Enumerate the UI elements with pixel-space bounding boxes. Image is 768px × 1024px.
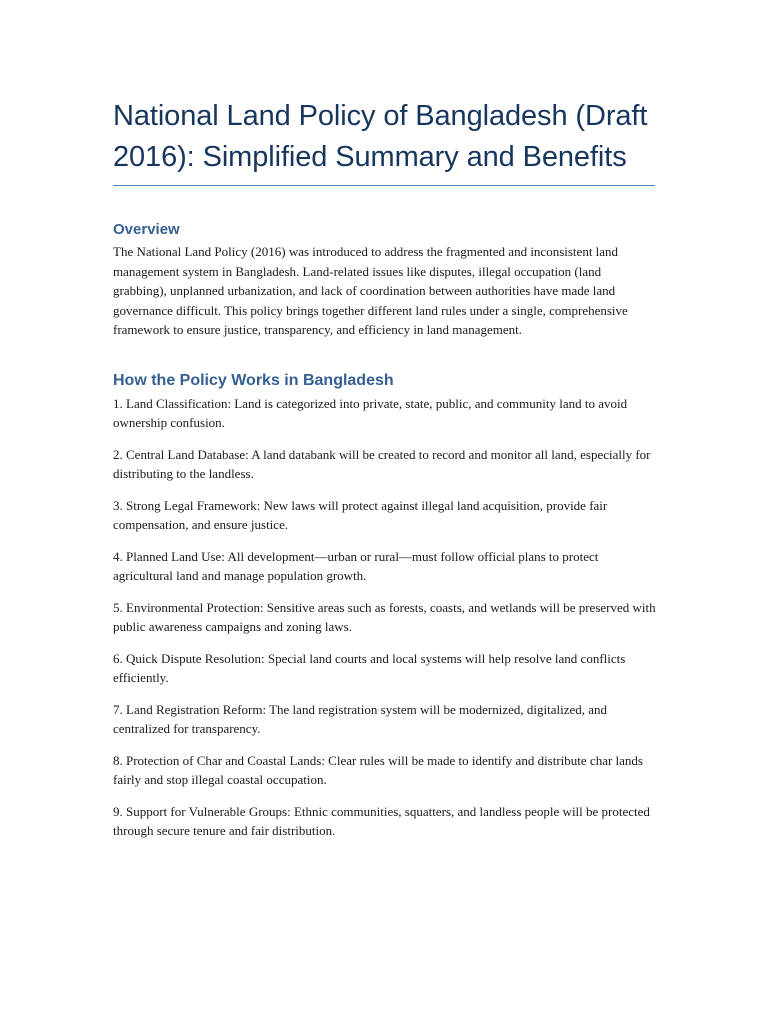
- list-item: 6. Quick Dispute Resolution: Special land courts and local systems will help resolve land conflicts efficiently.: [113, 650, 626, 685]
- list-item: 7. Land Registration Reform: The land registration system will be modernized, digitalized, and centralized for transparency.: [113, 701, 607, 736]
- list-item: 2. Central Land Database: A land databank will be created to record and monitor all land, especially for distributing to the landless.: [113, 446, 651, 481]
- title-divider: [113, 185, 655, 186]
- list-item: 1. Land Classification: Land is categorized into private, state, public, and community land to avoid ownership confusion.: [113, 395, 628, 430]
- document-page: [113, 96, 658, 853]
- list-item: 5. Environmental Protection: Sensitive areas such as forests, coasts, and wetlands will be preserved with public awareness campaigns and zoning laws.: [113, 599, 656, 634]
- policy-points-list: [113, 394, 658, 841]
- overview-paragraph: The National Land Policy (2016) was introduced to address the fragmented and inconsistent land management system in Bangladesh. Land-related issues like disputes, illegal occupation (land grabbing), unplanned urbanization, and lack of coordination between authorities have made land governance difficult. This policy brings together different land rules under a single, comprehensive framework to ensure justice, transparency, and efficiency in land management.: [113, 244, 628, 337]
- overview-heading: Overview: [113, 221, 180, 238]
- list-item: 4. Planned Land Use: All development—urban or rural—must follow official plans to protect agricultural land and manage population growth.: [113, 548, 599, 583]
- list-item: 3. Strong Legal Framework: New laws will protect against illegal land acquisition, provide fair compensation, and ensure justice.: [113, 497, 608, 532]
- document-title: National Land Policy of Bangladesh (Draft 2016): Simplified Summary and Benefits: [113, 100, 648, 173]
- list-item: 8. Protection of Char and Coastal Lands: Clear rules will be made to identify and distribute char lands fairly and stop illegal coastal occupation.: [113, 752, 643, 787]
- how-it-works-heading: How the Policy Works in Bangladesh: [113, 371, 394, 389]
- list-item: 9. Support for Vulnerable Groups: Ethnic communities, squatters, and landless people will be protected through secure tenure and fair distribution.: [113, 803, 650, 838]
